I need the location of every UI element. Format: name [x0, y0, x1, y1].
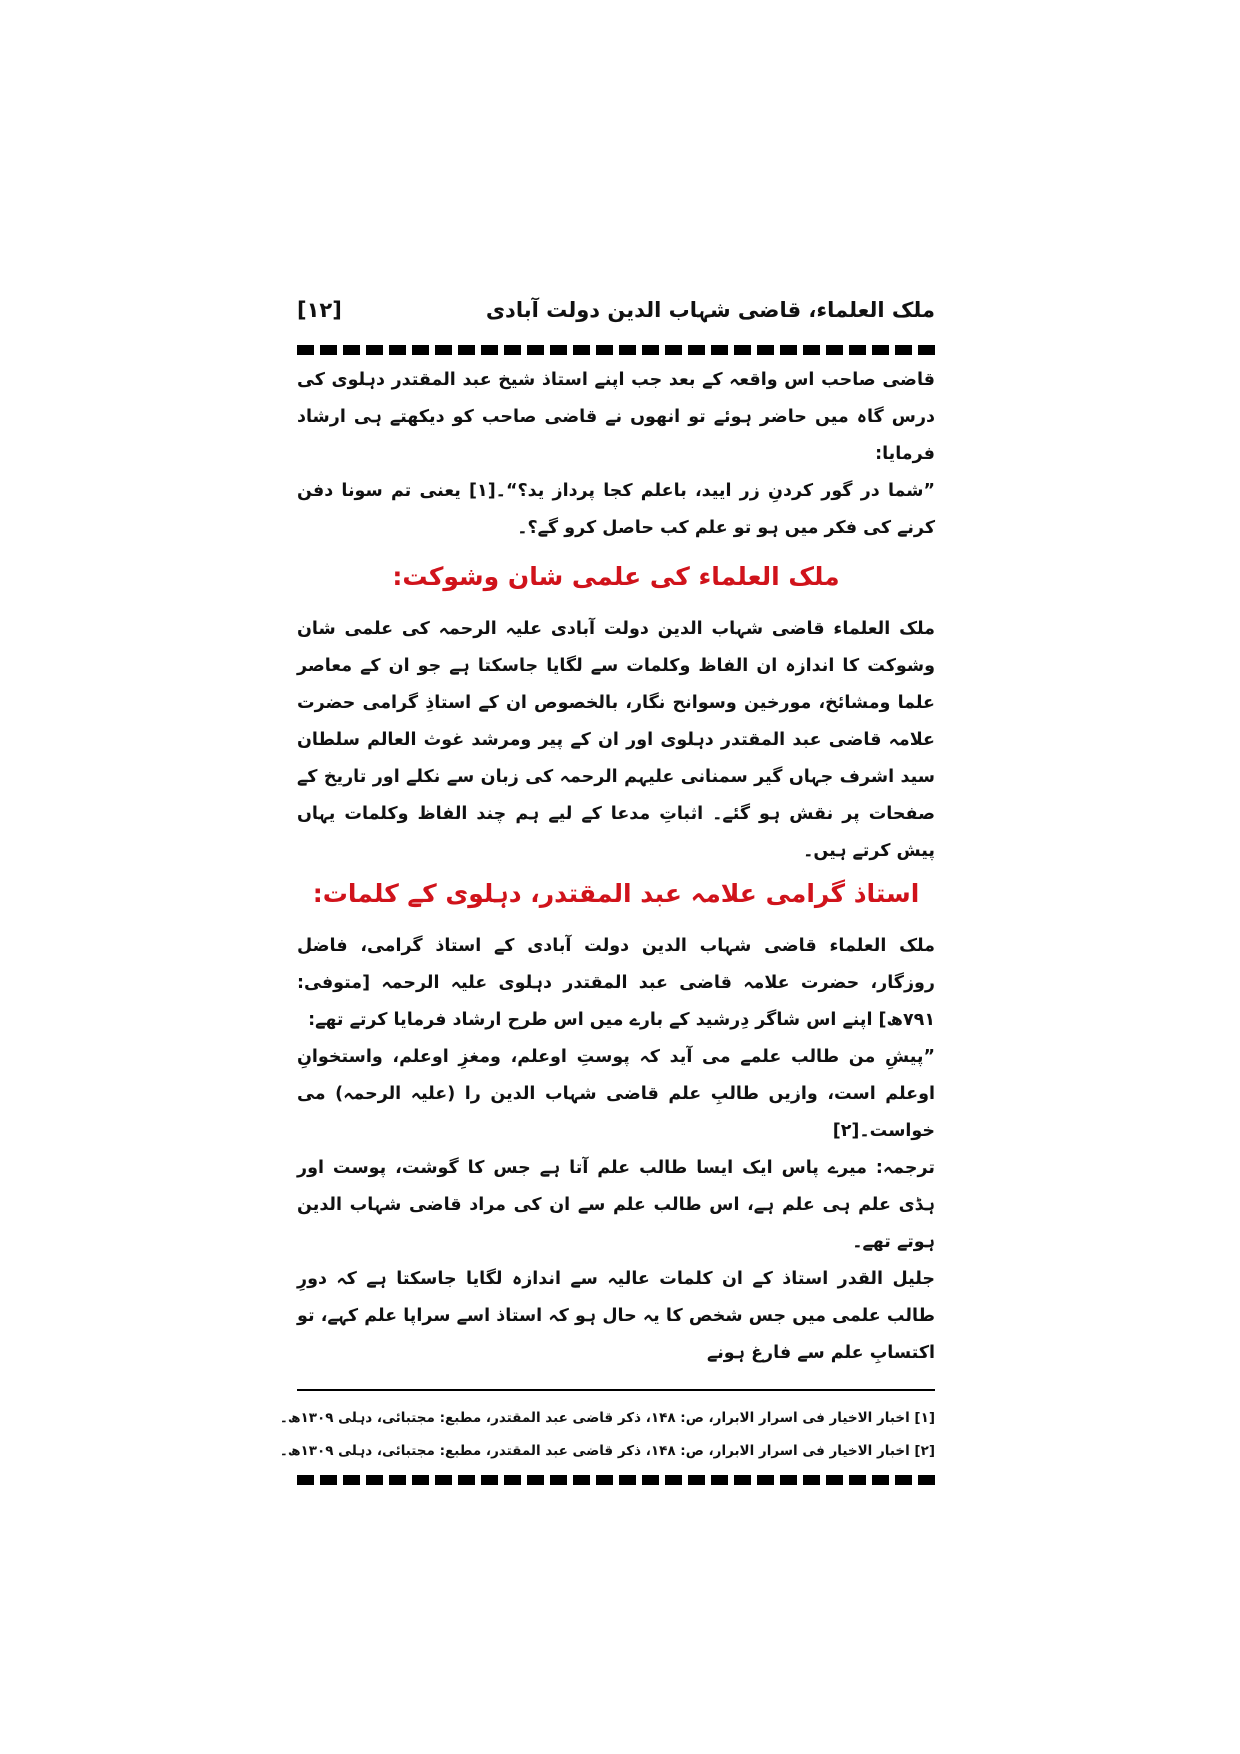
paragraph-scholarly-stature: ملک العلماء قاضی شہاب الدین دولت آبادی علیہ الرحمہ کی علمی شان وشوکت کا اندازہ ان الفاظ وکلمات سے لگایا جاسکتا ہے جو ان کے معاصر علما ومشائخ، مورخین وسوانح نگار، بالخصوص ان کے استاذِ گرامی حضرت علامہ قاضی عبد المقتدر دہلوی اور ان کے پیر ومرشد غوث العالم سلطان سید اشرف جہاں گیر سمنانی علیہم الرحمہ کی زبان سے نکلے اور تاریخ کے صفحات پر نقش ہو گئے۔ اثباتِ مدعا کے لیے ہم چند الفاظ وکلمات یہاں پیش کرتے ہیں۔ — [297, 619, 935, 861]
paragraph-teacher-words: ملک العلماء قاضی شہاب الدین دولت آبادی کے استاذ گرامی، فاضل روزگار، حضرت علامہ قاضی عبد المقتدر دہلوی علیہ الرحمہ [متوفی: ۷۹۱ھ] اپنے اس شاگر دِرشید کے بارے میں اس طرح ارشاد فرمایا کرتے تھے: — [297, 936, 935, 1030]
footnote-text-1: اخبار الاخیار فی اسرار الابرار، ص: ۱۴۸، ذکر قاضی عبد المقتدر، مطبع: مجتبائی، دہلی ۱۳۰۹ھ۔ — [279, 1410, 910, 1426]
footer-dashed-rule — [297, 1475, 935, 1485]
main-text — [297, 362, 935, 1372]
running-header-title: ملک العلماء، قاضی شہاب الدین دولت آبادی — [485, 298, 935, 322]
footnote-separator — [297, 1389, 935, 1391]
footnote-text-2: اخبار الاخیار فی اسرار الابرار، ص: ۱۴۸، ذکر قاضی عبد المقتدر، مطبع: مجتبائی، دہلی ۱۳۰۹ھ۔ — [279, 1443, 910, 1459]
paragraph-conclusion: جلیل القدر استاذ کے ان کلمات عالیہ سے اندازہ لگایا جاسکتا ہے کہ دورِ طالب علمی میں جس شخص کا یہ حال ہو کہ استاذ اسے سراپا علم کہے، تو اکتسابِ علم سے فارغ ہونے — [297, 1269, 935, 1363]
paragraph-persian-quote-1: ”شما در گور کردنِ زر ایید، باعلم کجا پرداز ید؟“۔[۱] یعنی تم سونا دفن کرنے کی فکر میں ہو تو علم کب حاصل کرو گے؟۔ — [297, 481, 935, 538]
section-heading-scholarly-stature: ملک العلماء کی علمی شان وشوکت: — [392, 562, 840, 591]
footnote-ref-2: [۲] — [914, 1443, 935, 1459]
footnote-2 — [279, 1435, 935, 1468]
paragraph-teacher-visit: قاضی صاحب اس واقعہ کے بعد جب اپنے استاذ شیخ عبد المقتدر دہلوی کی درس گاہ میں حاضر ہوئے تو انھوں نے قاضی صاحب کو دیکھتے ہی ارشاد فرمایا: — [297, 370, 935, 464]
paragraph-translation: ترجمہ: میرے پاس ایک ایسا طالب علم آتا ہے جس کا گوشت، پوست اور ہڈی علم ہی علم ہے، اس طالب علم سے ان کی مراد قاضی شہاب الدین ہوتے تھے۔ — [297, 1158, 935, 1252]
paragraph-persian-quote-2: ”پیشِ من طالب علمے می آید کہ پوستِ اوعلم، ومغزِ اوعلم، واستخوانِ اوعلم است، وازیں طالبِ علم قاضی شہاب الدین را (علیہ الرحمہ) می خواست۔[۲] — [297, 1047, 935, 1141]
footnotes — [279, 1402, 935, 1468]
footnote-1 — [279, 1402, 935, 1435]
header-dashed-rule — [297, 345, 935, 355]
running-header — [297, 296, 935, 342]
footnote-ref-1: [۱] — [914, 1410, 935, 1426]
section-heading-teacher-words: استاذ گرامی علامہ عبد المقتدر، دہلوی کے کلمات: — [312, 879, 920, 908]
page-number: [۱۲] — [297, 298, 342, 322]
